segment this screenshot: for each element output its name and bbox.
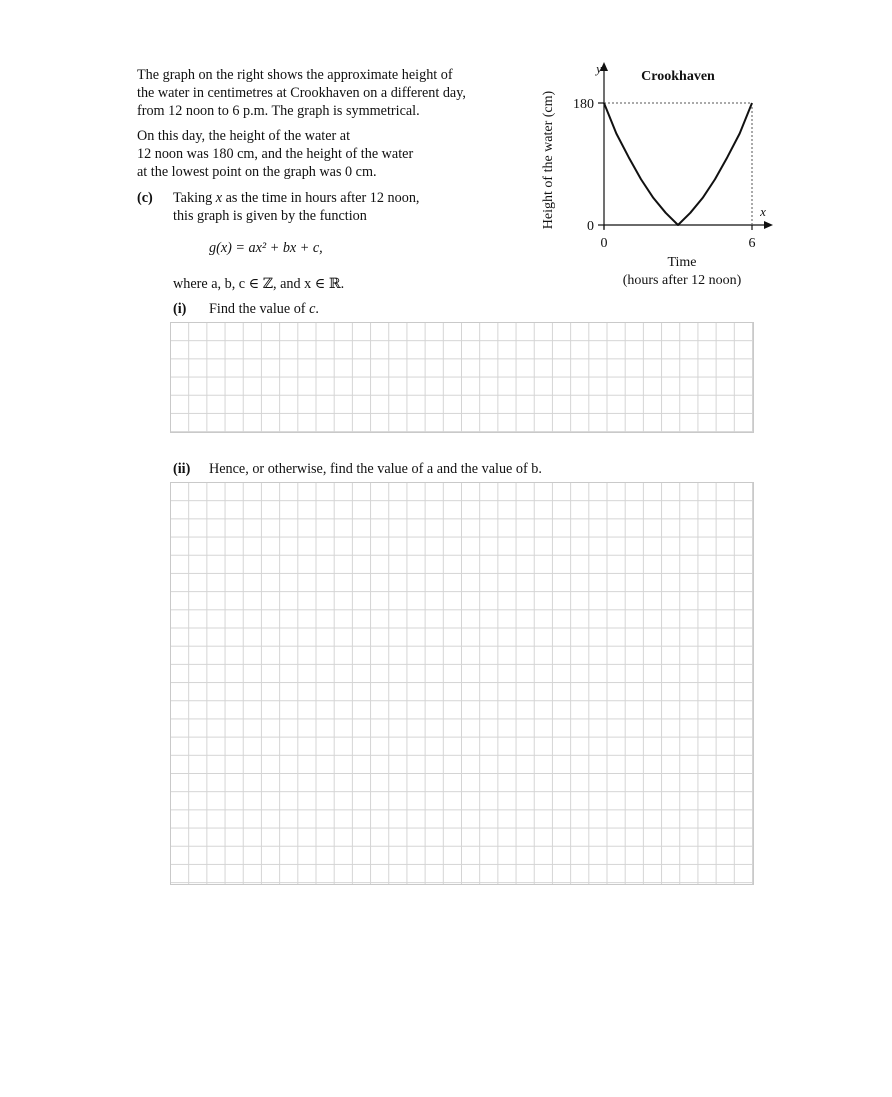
- domain-statement: where a, b, c ∈ ℤ, and x ∈ ℝ.: [173, 276, 345, 292]
- intro-line: from 12 noon to 6 p.m. The graph is symmetrical.: [137, 103, 420, 119]
- part-i-label: (i): [173, 301, 187, 317]
- part-c-text: as the time in hours after 12 noon,: [222, 190, 420, 206]
- series-line: [604, 103, 752, 225]
- intro-line: The graph on the right shows the approximate height of: [137, 67, 453, 83]
- answer-grid-i[interactable]: [170, 322, 754, 433]
- given-line: at the lowest point on the graph was 0 cm.: [137, 164, 377, 180]
- intro-line: the water in centimetres at Crookhaven on a different day,: [137, 85, 466, 101]
- given-line: On this day, the height of the water at: [137, 128, 351, 144]
- variable-x: x: [215, 190, 223, 206]
- part-c-line-2: this graph is given by the function: [173, 208, 367, 224]
- function-definition: g(x) = ax² + bx + c,: [209, 240, 323, 256]
- answer-grid-ii[interactable]: [170, 482, 754, 885]
- crookhaven-chart: [530, 55, 780, 295]
- part-i-text: .: [315, 301, 319, 317]
- y-tick-label: 180: [573, 97, 594, 112]
- x-axis-arrow: [764, 221, 773, 229]
- x-axis-label: Time: [667, 255, 697, 270]
- x-tick-label: 6: [748, 236, 756, 251]
- part-i-question: [209, 300, 319, 318]
- y-axis-symbol: y: [596, 61, 602, 76]
- y-axis-label: Height of the water (cm): [541, 90, 556, 230]
- given-line: 12 noon was 180 cm, and the height of the water: [137, 146, 414, 162]
- part-ii-label: (ii): [173, 461, 191, 477]
- part-c-label: (c): [137, 190, 153, 206]
- y-tick-label: 0: [587, 219, 594, 234]
- chart-title: Crookhaven: [641, 69, 715, 84]
- part-c-line-1: [173, 189, 419, 207]
- variable-c: c: [309, 301, 316, 317]
- x-axis-sublabel: (hours after 12 noon): [622, 273, 742, 288]
- x-axis-symbol: x: [760, 204, 766, 219]
- part-c-text: Taking: [173, 190, 216, 206]
- part-ii-question: Hence, or otherwise, find the value of a and the value of b.: [209, 461, 542, 477]
- part-i-text: Find the value of: [209, 301, 310, 317]
- x-tick-label: 0: [600, 236, 608, 251]
